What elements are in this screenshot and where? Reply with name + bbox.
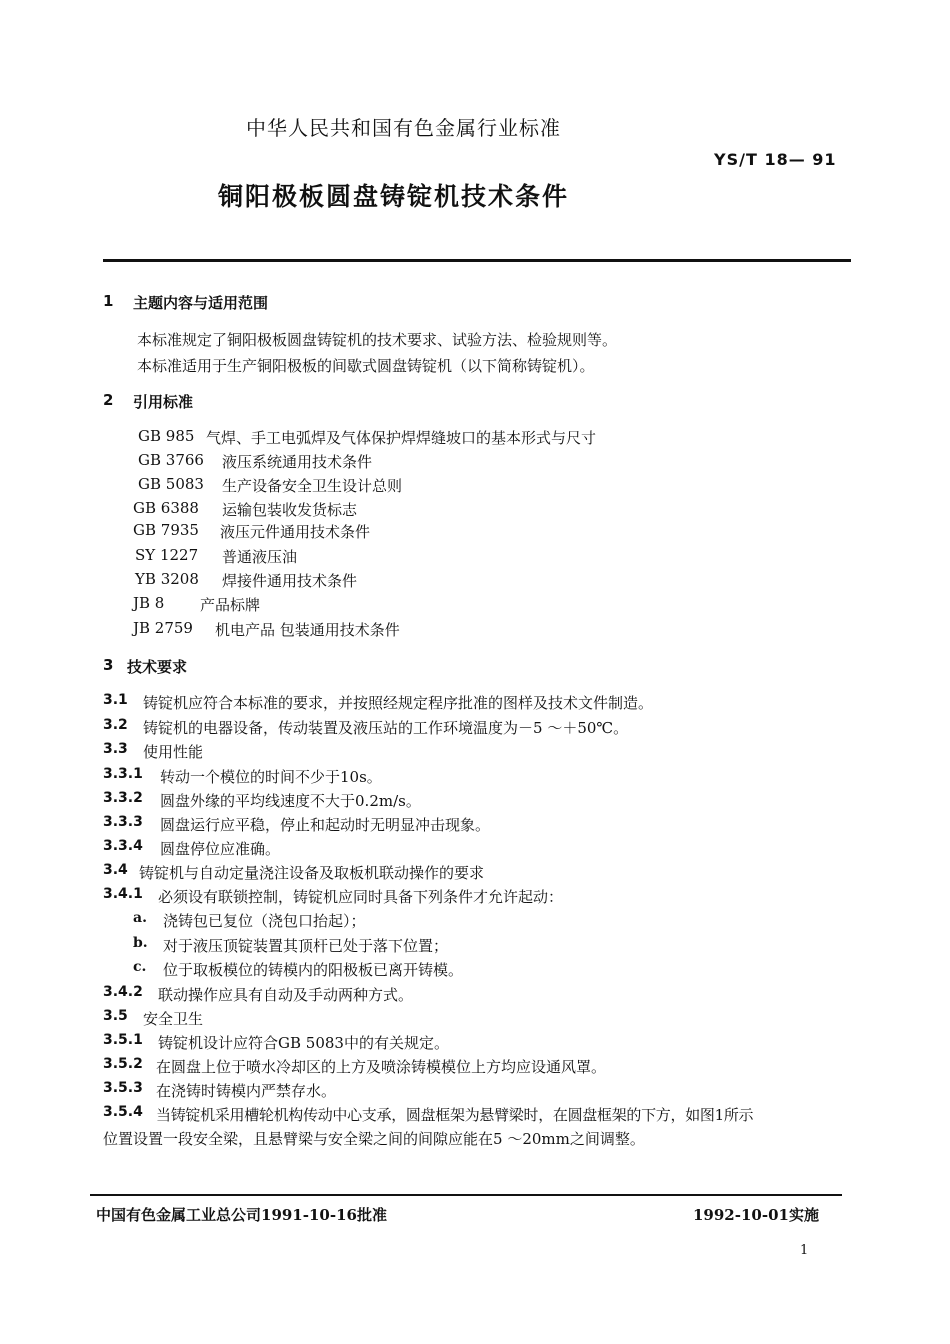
clause-text: 使用性能 <box>143 743 204 761</box>
section-3-title: 技术要求 <box>127 658 188 676</box>
reference-code: GB 6388 <box>133 499 199 517</box>
document-title: 铜阳极板圆盘铸锭机技术条件 <box>218 182 570 211</box>
reference-title: 运输包装收发货标志 <box>222 501 358 519</box>
reference-title: 普通液压油 <box>222 548 298 566</box>
reference-code: GB 7935 <box>133 521 199 539</box>
reference-code: GB 985 <box>138 427 195 445</box>
clause-number: 3.5.2 <box>103 1056 143 1072</box>
footer-divider <box>90 1194 842 1196</box>
clause-number: 3.5.3 <box>103 1080 143 1096</box>
section-1-title: 主题内容与适用范围 <box>133 294 269 312</box>
list-item-marker: b. <box>133 935 148 951</box>
reference-title: 机电产品 包装通用技术条件 <box>215 621 400 639</box>
approval-statement: 中国有色金属工业总公司1991-10-16批准 <box>96 1206 387 1224</box>
clause-number: 3.3.1 <box>103 766 143 782</box>
clause-continuation: 位置设置一段安全梁，且悬臂梁与安全梁之间的间隙应能在5 ～20mm之间调整。 <box>103 1130 645 1148</box>
section-2-title: 引用标准 <box>133 393 194 411</box>
clause-text: 铸锭机与自动定量浇注设备及取板机联动操作的要求 <box>139 864 485 882</box>
clause-number: 3.4.1 <box>103 886 143 902</box>
reference-title: 气焊、手工电弧焊及气体保护焊焊缝坡口的基本形式与尺寸 <box>206 429 597 447</box>
clause-text: 圆盘运行应平稳，停止和起动时无明显冲击现象。 <box>160 816 491 834</box>
clause-text: 当铸锭机采用槽轮机构传动中心支承，圆盘框架为悬臂梁时，在圆盘框架的下方，如图1所示 <box>156 1106 754 1124</box>
reference-title: 液压元件通用技术条件 <box>220 523 371 541</box>
clause-number: 3.2 <box>103 717 128 733</box>
clause-number: 3.1 <box>103 692 128 708</box>
list-item-marker: c. <box>133 959 147 975</box>
clause-text: 转动一个模位的时间不少于10s。 <box>160 768 382 786</box>
clause-text: 在圆盘上位于喷水冷却区的上方及喷涂铸模模位上方均应设通风罩。 <box>156 1058 607 1076</box>
section-2-number: 2 <box>103 391 114 409</box>
header-divider <box>103 259 851 262</box>
standard-code: YS/T 18— 91 <box>714 150 837 169</box>
reference-code: JB 2759 <box>133 619 193 637</box>
page-number: 1 <box>800 1243 809 1258</box>
reference-title: 焊接件通用技术条件 <box>222 572 358 590</box>
clause-text: 联动操作应具有自动及手动两种方式。 <box>158 986 414 1004</box>
list-item-text: 浇铸包已复位（浇包口抬起）； <box>163 912 366 930</box>
clause-text: 安全卫生 <box>143 1010 204 1028</box>
reference-title: 产品标牌 <box>200 596 261 614</box>
list-item-text: 位于取板模位的铸模内的阳极板已离开铸模。 <box>163 961 464 979</box>
clause-text: 铸锭机应符合本标准的要求，并按照经规定程序批准的图样及技术文件制造。 <box>143 694 654 712</box>
clause-text: 铸锭机设计应符合GB 5083中的有关规定。 <box>158 1034 449 1052</box>
clause-number: 3.4 <box>103 862 128 878</box>
reference-code: GB 5083 <box>138 475 204 493</box>
list-item-text: 对于液压顶锭装置其顶杆已处于落下位置； <box>163 937 449 955</box>
reference-title: 液压系统通用技术条件 <box>222 453 373 471</box>
clause-number: 3.4.2 <box>103 984 143 1000</box>
reference-code: JB 8 <box>133 594 165 612</box>
list-item-marker: a. <box>133 910 147 926</box>
reference-code: YB 3208 <box>135 570 199 588</box>
clause-text: 必须设有联锁控制，铸锭机应同时具备下列条件才允许起动： <box>158 888 564 906</box>
clause-number: 3.3.4 <box>103 838 143 854</box>
section-3-number: 3 <box>103 656 114 674</box>
clause-number: 3.3 <box>103 741 128 757</box>
clause-number: 3.5.4 <box>103 1104 143 1120</box>
section-1-paragraph-1: 本标准规定了铜阳极板圆盘铸锭机的技术要求、试验方法、检验规则等。 <box>137 331 618 349</box>
reference-code: SY 1227 <box>135 546 199 564</box>
clause-number: 3.5 <box>103 1008 128 1024</box>
section-1-number: 1 <box>103 292 114 310</box>
effective-date: 1992-10-01实施 <box>693 1206 819 1224</box>
issuing-body-header: 中华人民共和国有色金属行业标准 <box>246 116 561 140</box>
clause-number: 3.3.2 <box>103 790 143 806</box>
clause-text: 圆盘外缘的平均线速度不大于0.2m/s。 <box>160 792 421 810</box>
clause-text: 圆盘停位应准确。 <box>160 840 281 858</box>
reference-title: 生产设备安全卫生设计总则 <box>222 477 403 495</box>
clause-text: 铸锭机的电器设备，传动装置及液压站的工作环境温度为－5 ～＋50℃。 <box>143 719 629 737</box>
reference-code: GB 3766 <box>138 451 204 469</box>
clause-number: 3.5.1 <box>103 1032 143 1048</box>
clause-text: 在浇铸时铸模内严禁存水。 <box>156 1082 337 1100</box>
section-1-paragraph-2: 本标准适用于生产铜阳极板的间歇式圆盘铸锭机（以下简称铸锭机）。 <box>137 357 595 375</box>
clause-number: 3.3.3 <box>103 814 143 830</box>
